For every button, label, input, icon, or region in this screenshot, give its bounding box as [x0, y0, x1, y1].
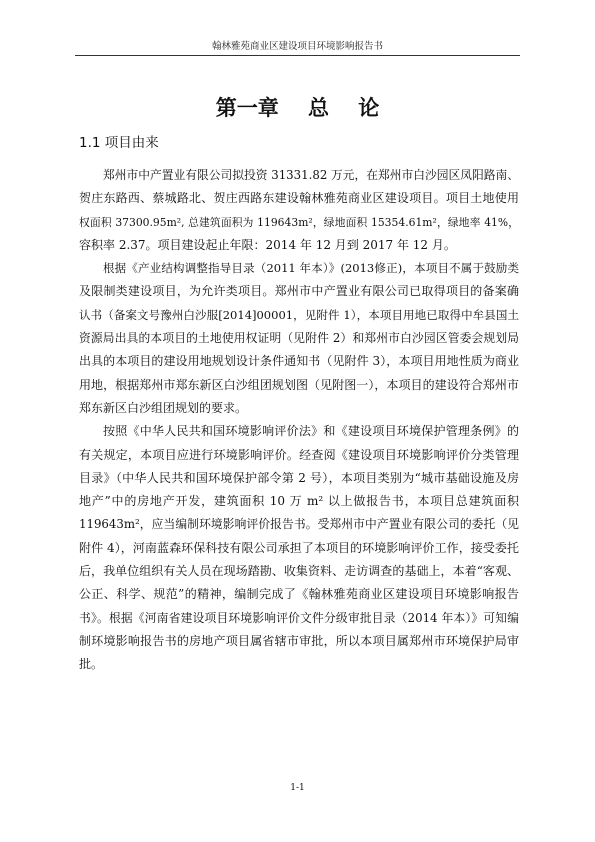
- text-line: 权面积 37300.95m², 总建筑面积为 119643m²，绿地面积 15354.61m²，绿地率 41%，: [79, 215, 519, 229]
- text-line: 出具的本项目的建设用地规划设计条件通知书（见附件 3），本项目用地性质为商业: [79, 354, 519, 369]
- text-line: 及限制类建设项目，为允许类项目。郑州市中产置业有限公司已取得项目的备案确: [79, 284, 519, 299]
- text-line: 119643m²，应当编制环境影响评价报告书。受郑州市中产置业有限公司的委托（见: [79, 517, 519, 532]
- text-line: 后，我单位组织有关人员在现场踏勘、收集资料、走访调查的基础上，本着“客观、: [79, 564, 519, 579]
- text-line: 郑东新区白沙组团规划的要求。: [79, 400, 248, 415]
- text-line: 郑州市中产置业有限公司拟投资 31331.82 万元，在郑州市白沙园区凤阳路南、: [103, 168, 520, 182]
- text-line: 根据《产业结构调整指导目录（2011 年本）》(2013修正)，本项目不属于鼓励类: [103, 261, 519, 276]
- section-heading: 1.1 项目由来: [79, 135, 159, 151]
- paragraph-policy-compliance: [79, 257, 519, 420]
- text-line: 批。: [79, 657, 104, 672]
- text-line: 用地，根据郑州市郑东新区白沙组团规划图（见附图一），本项目的建设符合郑州市: [79, 377, 519, 392]
- text-line: 资源局出具的本项目的土地使用权证明（见附件 2）和郑州市白沙园区管委会规划局: [79, 331, 519, 346]
- text-line: 公正、科学、规范”的精神，编制完成了《翰林雅苑商业区建设项目环境影响报告: [79, 587, 519, 602]
- body-text: [79, 164, 519, 677]
- text-line: 容积率 2.37。项目建设起止年限：2014 年 12 月到 2017 年 12 月。: [79, 237, 456, 252]
- text-line: 目录》（中华人民共和国环境保护部令第 2 号），本项目类别为“城市基础设施及房: [79, 470, 519, 485]
- header-divider: [75, 55, 520, 56]
- text-line: 按照《中华人民共和国环境影响评价法》和《建设项目环境保护管理条例》的: [103, 424, 519, 439]
- paragraph-project-overview: [79, 164, 519, 257]
- text-line: 书》。根据《河南省建设项目环境影响评价文件分级审批目录（2014 年本）》可知编: [79, 610, 519, 625]
- chapter-title: 第一章 总 论: [215, 96, 380, 120]
- paragraph-eia-requirement: [79, 420, 519, 676]
- page-number: 1-1: [290, 783, 305, 793]
- running-header: 翰林雅苑商业区建设项目环境影响报告书: [211, 41, 383, 52]
- text-line: 地产”中的房地产开发，建筑面积 10 万 m² 以上做报告书，本项目总建筑面积: [79, 494, 519, 509]
- text-line: 制环境影响报告书的房地产项目属省辖市审批，所以本项目属郑州市环境保护局审: [79, 633, 519, 648]
- text-line: 贺庄东路西、蔡城路北、贺庄西路东建设翰林雅苑商业区建设项目。项目土地使用: [79, 191, 519, 206]
- text-line: 附件 4），河南蓝森环保科技有限公司承担了本项目的环境影响评价工作，接受委托: [79, 540, 519, 555]
- text-line: 认书（备案文号豫州白沙服[2014]00001，见附件 1），本项目用地已取得中牟县国土: [79, 307, 519, 322]
- text-line: 有关规定，本项目应进行环境影响评价。经查阅《建设项目环境影响评价分类管理: [79, 447, 519, 462]
